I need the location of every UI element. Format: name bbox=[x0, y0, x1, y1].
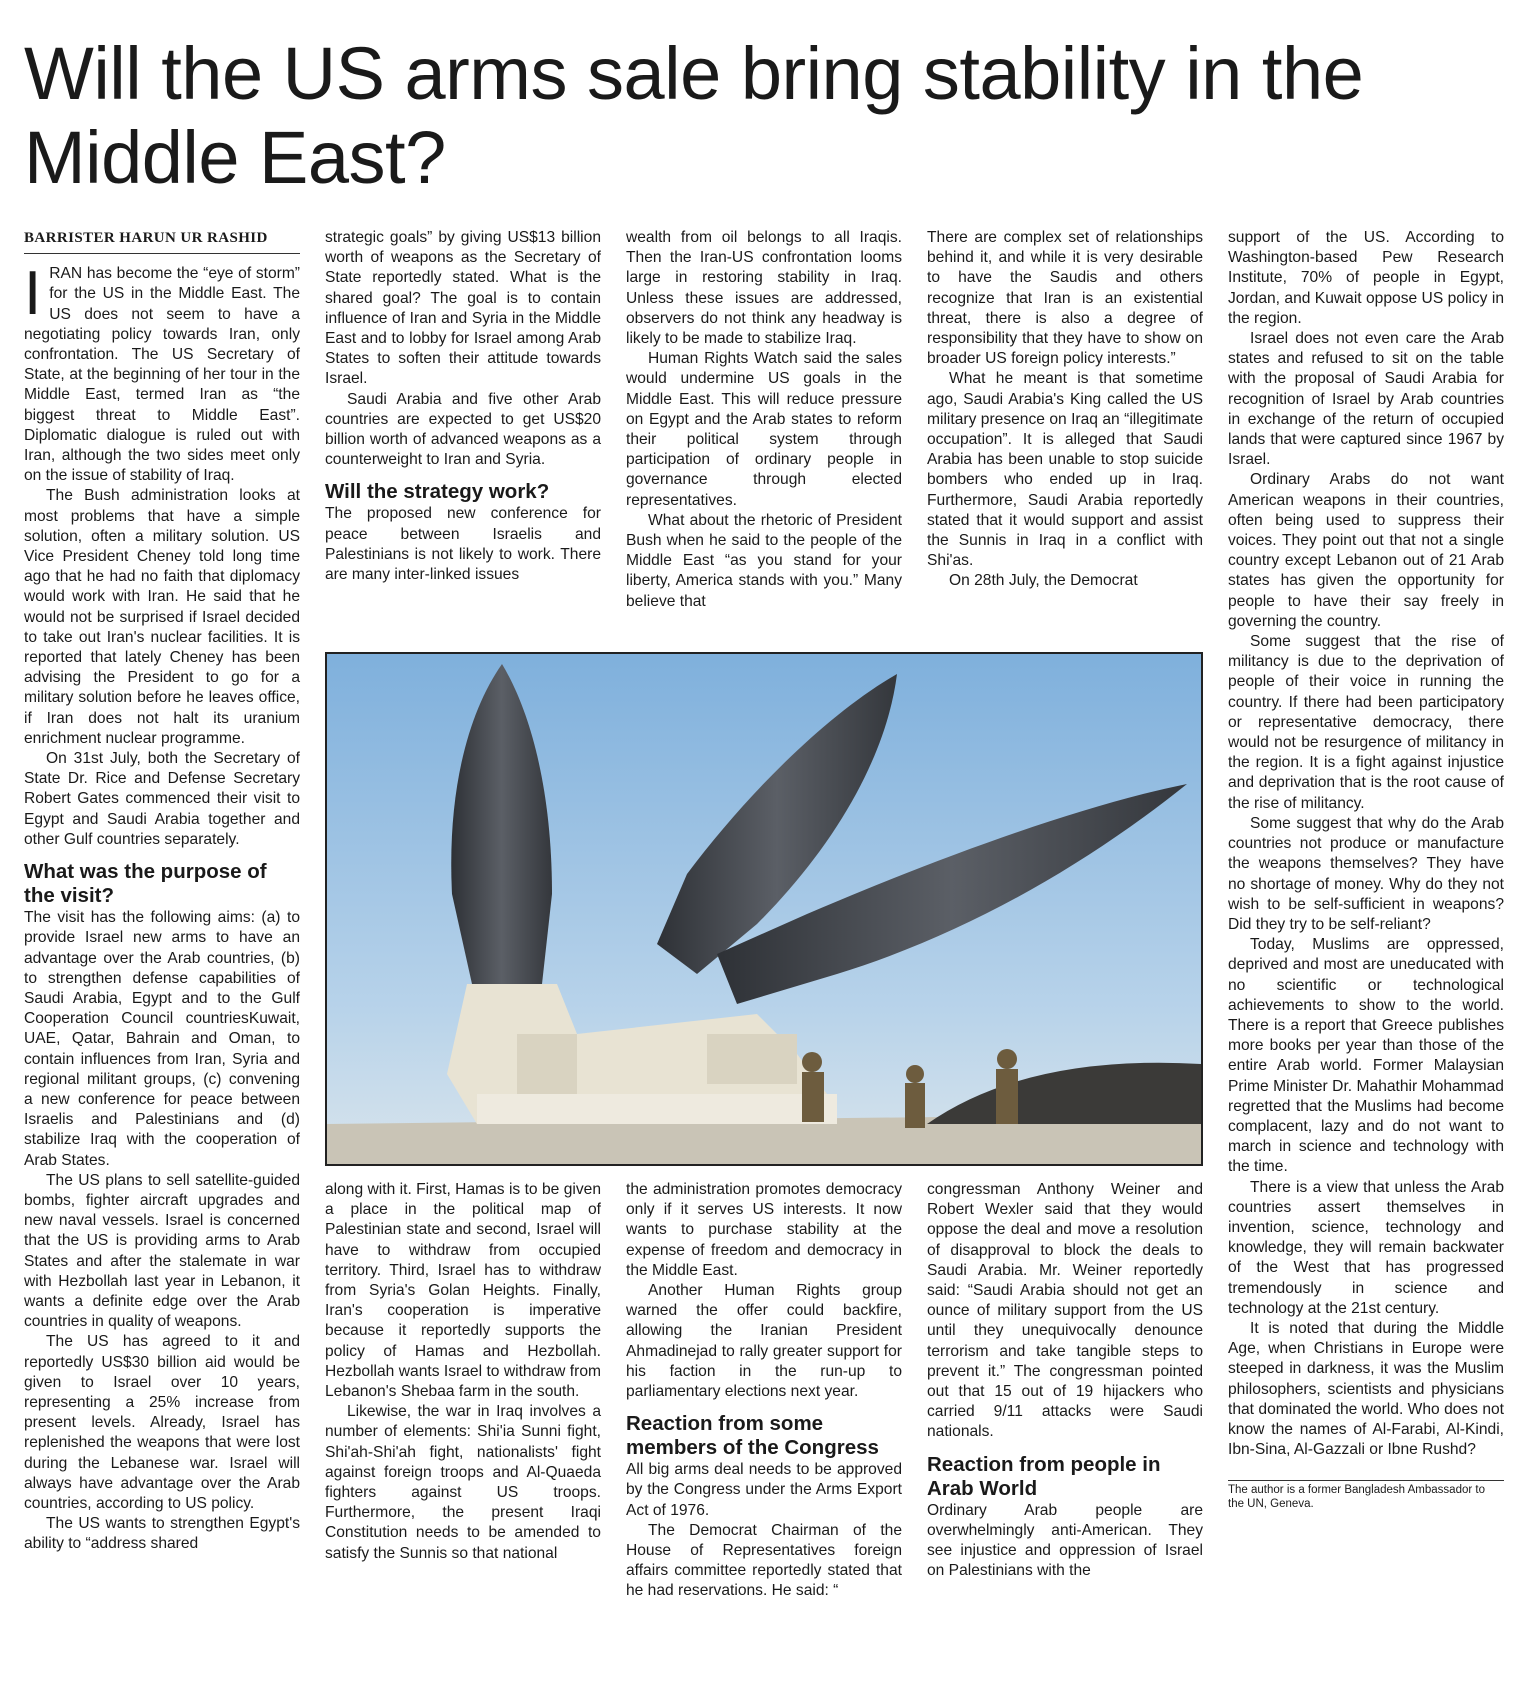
paragraph: Another Human Rights group warned the offer could backfire, allowing the Iranian President Ahmadinejad to rally greater support for his faction in the run-up to parliamentary elections next year. bbox=[626, 1282, 902, 1401]
author-note: The author is a former Bangladesh Ambassador to the UN, Geneva. bbox=[1228, 1480, 1504, 1511]
dropcap: I bbox=[24, 259, 42, 329]
paragraph: along with it. First, Hamas is to be given a place in the political map of Palestinian state and second, Israel will have to withdraw from occupied territory. Third, Israel has to withdraw from Syria's Golan Heights. Finally, Iran's cooperation is imperative because it reportedly supports the policy of Hamas and Hezbollah. Hezbollah wants Israel to withdraw from Lebanon's Shebaa farm in the south. bbox=[325, 1181, 601, 1401]
paragraph: the administration promotes democracy only if it serves US interests. It now wants to purchase stability at the expense of freedom and democracy in the Middle East. bbox=[626, 1181, 902, 1279]
paragraph: Saudi Arabia and five other Arab countries are expected to get US$20 billion worth of advanced weapons as a counterweight to Iran and Syria. bbox=[325, 390, 601, 469]
paragraph: On 28th July, the Democrat bbox=[949, 572, 1138, 590]
paragraph: Today, Muslims are oppressed, deprived and most are uneducated with no scientific or technological achievements to show to the world. There is a report that Greece publishes more books per year than those of the entire Arab world. Former Malaysian Prime Minister Dr. Mahathir Mohammad regretted that the Muslims had become complacent, lazy and do not want to march in science and technology with the time. bbox=[1228, 936, 1504, 1176]
paragraph: It is noted that during the Middle Age, when Christians in Europe were steeped in darkness, it was the Muslim philosophers, scientists and physicians that dominated the world. Who does not know the names of Al-Farabi, Al-Kindi, Ibn-Sina, Al-Gazzali or Ibne Rushd? bbox=[1228, 1319, 1504, 1459]
column-1 bbox=[24, 228, 300, 1555]
paragraph: The US has agreed to it and reportedly US$30 billion aid would be given to Israel over 10 years, representing a 25% increase from present levels. Already, Israel has replenished the weapons that were lost during the Lebanese war. Israel will always have advantage over the Arab countries, according to US policy. bbox=[24, 1333, 300, 1512]
column-2-bottom bbox=[325, 1180, 601, 1564]
paragraph: The US plans to sell satellite-guided bombs, fighter aircraft upgrades and new naval vessels. Israel is concerned that the US is providing arms to Arab States and after the stalemate in war with Hezbollah last year in Lebanon, it wants a definite edge over the Arab countries in quality of weapons. bbox=[24, 1171, 300, 1331]
paragraph: On 31st July, both the Secretary of State Dr. Rice and Defense Secretary Robert Gates commenced their visit to Egypt and Saudi Arabia together and other Gulf countries separately. bbox=[24, 750, 300, 848]
column-4-bottom bbox=[927, 1180, 1203, 1581]
paragraph: Ordinary Arabs do not want American weapons in their countries, often being used to suppress their voices. They point out that not a single country except Lebanon out of 21 Arab states has given the opportunity for people to have their say freely in governing the country. bbox=[1228, 471, 1504, 630]
paragraph: What he meant is that sometime ago, Saudi Arabia's King called the US military presence on Iraq an “illegitimate occupation”. It is alleged that Saudi Arabia has been unable to stop suicide bombers who ended up in Iraq. Furthermore, Saudi Arabia reportedly stated that it would support and assist the Sunnis in Iraq in a conflict with Shi'as. bbox=[927, 370, 1203, 570]
subheading: Will the strategy work? bbox=[325, 480, 550, 504]
paragraph: The proposed new conference for peace between Israelis and Palestinians is not likely to work. There are many inter-linked issues bbox=[325, 505, 601, 584]
paragraph: IRAN has become the “eye of storm” for the US in the Middle East. The US does not seem to have a negotiating policy towards Iran, only confrontation. The US Secretary of State, at the beginning of her tour in the Middle East, termed Iran as “the biggest threat to Middle East”. Diplomatic dialogue is ruled out with Iran, although the two sides meet only on the issue of stability of Iraq. bbox=[24, 259, 300, 485]
paragraph: What about the rhetoric of President Bush when he said to the people of the Middle East “as you stand for your liberty, America stands with you.” Many believe that bbox=[626, 511, 902, 610]
column-3-top bbox=[626, 228, 902, 612]
paragraph: Some suggest that why do the Arab countries not produce or manufacture the weapons themselves? They have no shortage of money. Why do they not wish to be self-sufficient in weapons? Did they try to be self-reliant? bbox=[1228, 814, 1504, 933]
paragraph: All big arms deal needs to be approved by the Congress under the Arms Export Act of 1976. bbox=[626, 1461, 902, 1519]
paragraph: congressman Anthony Weiner and Robert Wexler said that they would oppose the deal and move a resolution of disapproval to block the deals to Saudi Arabia. Mr. Weiner reportedly said: “Saudi Arabia should not get an ounce of military support from the US until they unequivocally denounce terrorism and take tangible steps to prevent it.” The congressman pointed out that 15 out of 19 hijackers who carried 9/11 attacks were Saudi nationals. bbox=[927, 1181, 1203, 1441]
headline: Will the US arms sale bring stability in the Middle East? bbox=[24, 32, 1364, 199]
subheading: Reaction from people in Arab World bbox=[927, 1452, 1161, 1500]
missile-launcher-photo bbox=[325, 652, 1203, 1166]
paragraph: Likewise, the war in Iraq involves a number of elements: Shi'ia Sunni fight, Shi'ah-Shi'ah fight, nationalists' fight against foreign troops and Al-Quaeda fighters against US troops. Furthermore, the present Iraqi Constitution needs to be amended to satisfy the Sunnis so that national bbox=[325, 1403, 601, 1562]
column-4-top bbox=[927, 228, 1203, 592]
paragraph: Some suggest that the rise of militancy is due to the deprivation of people of their voice in running the country. If there had been participatory or representative democracy, there would not be resurgence of militancy in the region. It is a fight against injustice and deprivation that is the root cause of the rise of militancy. bbox=[1228, 633, 1504, 812]
paragraph: strategic goals” by giving US$13 billion worth of weapons as the Secretary of State reportedly stated. What is the shared goal? The goal is to contain influence of Iran and Syria in the Middle East and to lobby for Israel among Arab States to soften their attitude towards Israel. bbox=[325, 229, 601, 388]
paragraph: Ordinary Arab people are overwhelmingly anti-American. They see injustice and oppression of Israel on Palestinians with the bbox=[927, 1501, 1203, 1580]
paragraph: The Bush administration looks at most problems that have a simple solution, often a military solution. US Vice President Cheney told long time ago that he had no faith that diplomacy would work with Iran. He said that he would not be surprised if Israel decided to take out Iran's nuclear facilities. It is reported that lately Cheney has been advising the President to go for a military solution before he leaves office, if Iran does not halt its uranium enrichment nuclear programme. bbox=[24, 487, 300, 747]
paragraph: The US wants to strengthen Egypt's ability to “address shared bbox=[24, 1515, 300, 1553]
column-3-bottom bbox=[626, 1180, 902, 1602]
paragraph: wealth from oil belongs to all Iraqis. Then the Iran-US confrontation looms large in restoring stability in Iraq. Unless these issues are addressed, observers do not think any headway is likely to be made to stabilize Iraq. bbox=[626, 229, 902, 348]
paragraph: The Democrat Chairman of the House of Representatives foreign affairs committee reportedly stated that he had reservations. He said: “ bbox=[626, 1521, 902, 1600]
paragraph: There are complex set of relationships behind it, and while it is very desirable to have the Saudis and others recognize that Iran is an existential threat, there is also a degree of responsibility that they have to show on broader US foreign policy interests.” bbox=[927, 229, 1203, 368]
subheading: What was the purpose of the visit? bbox=[24, 860, 267, 908]
paragraph: Israel does not even care the Arab states and refused to sit on the table with the proposal of Saudi Arabia for recognition of Israel by Arab countries in exchange of the return of occupied lands that were captured since 1967 by Israel. bbox=[1228, 330, 1504, 469]
paragraph: support of the US. According to Washington-based Pew Research Institute, 70% of people in Egypt, Jordan, and Kuwait oppose US policy in the region. bbox=[1228, 229, 1504, 327]
paragraph: There is a view that unless the Arab countries assert themselves in invention, science, technology and knowledge, they will remain backwater of the West that has progressed tremendously in science and technology at the 21st century. bbox=[1228, 1178, 1504, 1317]
paragraph: The visit has the following aims: (a) to provide Israel new arms to have an advantage over the Arab countries, (b) to strengthen defense capabilities of Saudi Arabia, Egypt and to the Gulf Cooperation Council countriesKuwait, UAE, Qatar, Bahrain and Oman, to contain influences from Iran, Syria and regional militant groups, (c) convening a new conference for peace between Israelis and Palestinians and (d) stabilize Iraq with the cooperation of Arab States. bbox=[24, 909, 300, 1169]
byline: BARRISTER HARUN UR RASHID bbox=[24, 228, 300, 254]
column-2-top bbox=[325, 228, 601, 585]
paragraph: Human Rights Watch said the sales would undermine US goals in the Middle East. This will reduce pressure on Egypt and the Arab states to reform their political system through participation of ordinary people in governance through elected representatives. bbox=[626, 350, 902, 509]
column-5 bbox=[1228, 228, 1504, 1511]
subheading: Reaction from some members of the Congress bbox=[626, 1412, 879, 1460]
